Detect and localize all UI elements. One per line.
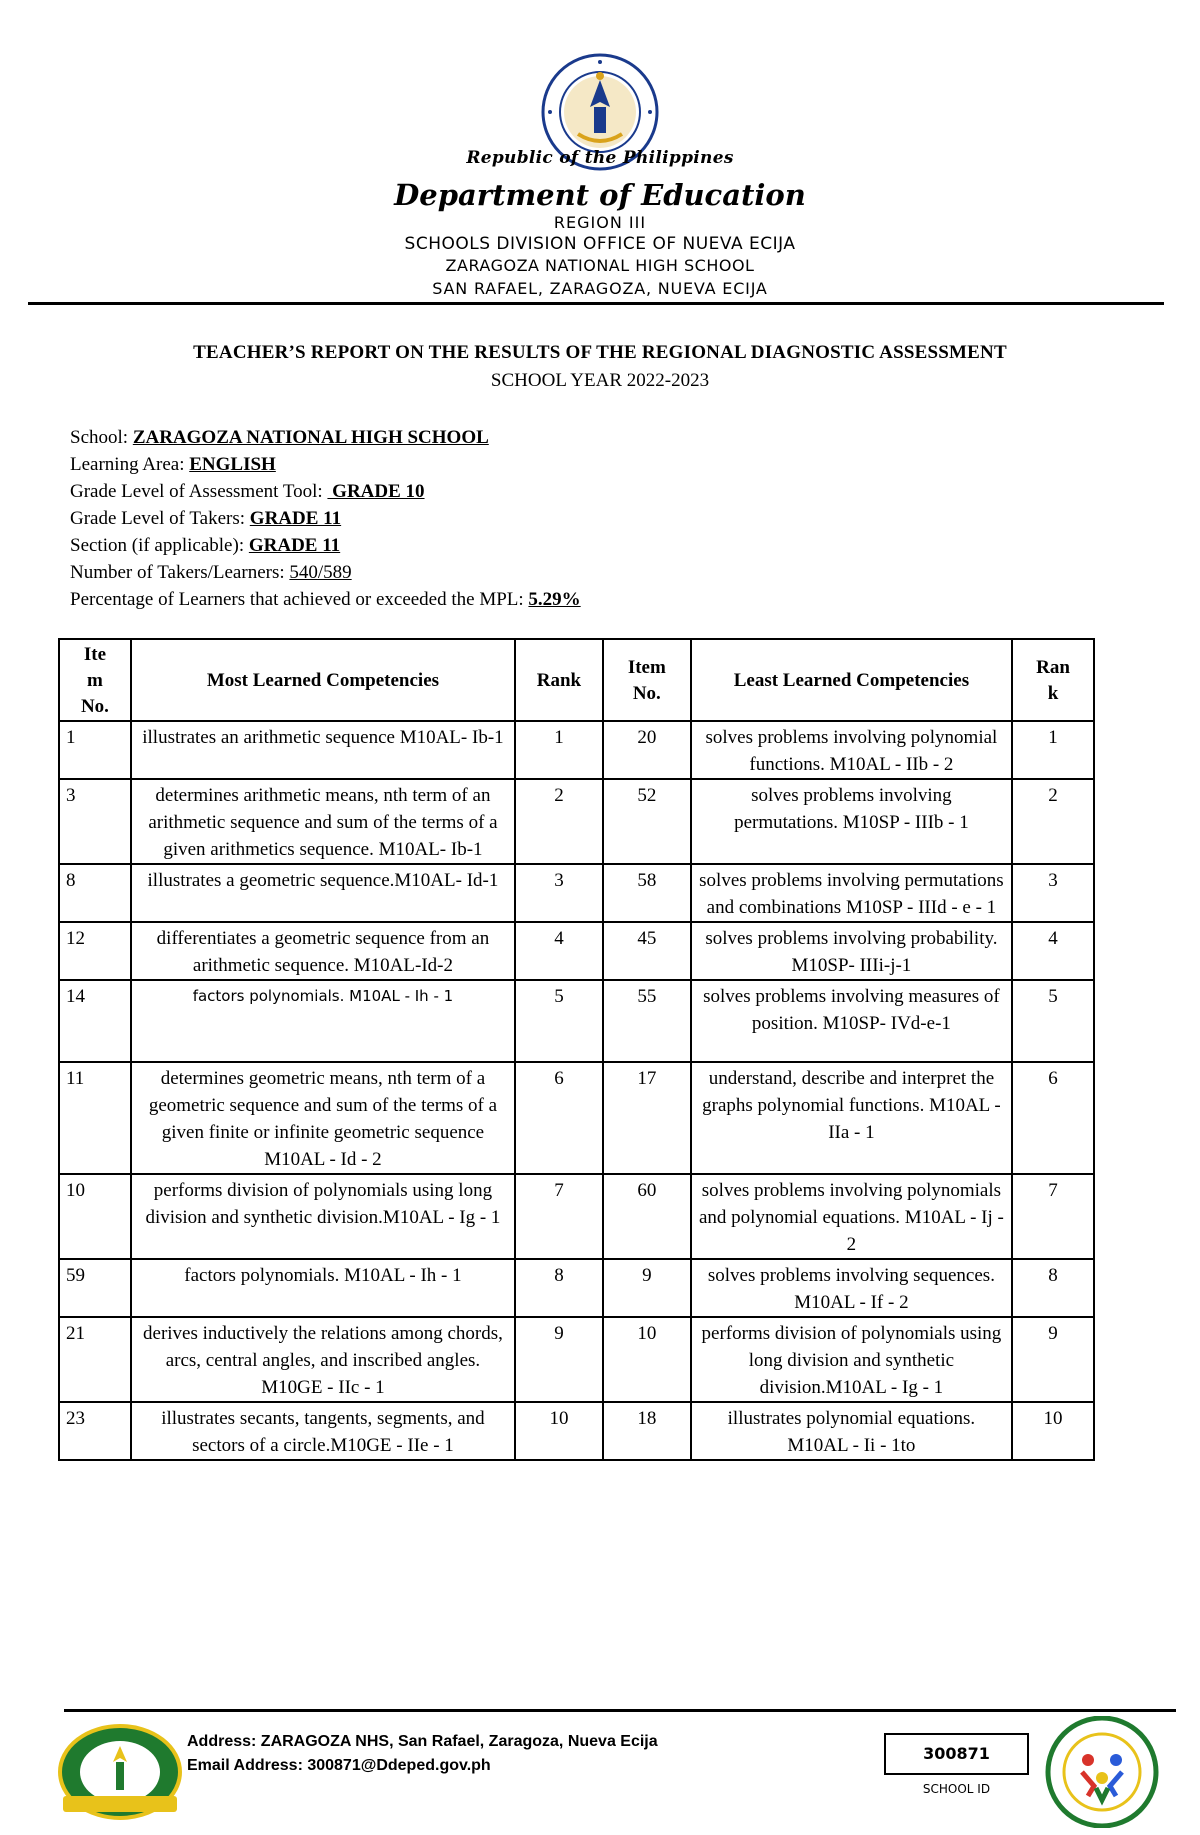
info-label: School: <box>70 427 133 448</box>
info-area <box>70 451 581 478</box>
school-id-box: 300871 <box>884 1733 1029 1775</box>
cell-most: performs division of polynomials using long division and synthetic division.M10AL - Ig - 1 <box>131 1174 515 1259</box>
cell-most: determines arithmetic means, nth term of an arithmetic sequence and sum of the terms of a given arithmetics sequence. M10AL- Ib-1 <box>131 779 515 864</box>
info-takers-grade <box>70 505 581 532</box>
table-row <box>59 1174 1094 1259</box>
table-row <box>59 864 1094 922</box>
cell-item-2: 60 <box>603 1174 691 1259</box>
footer-contact <box>187 1730 658 1778</box>
cell-item: 14 <box>59 980 131 1062</box>
table-row <box>59 1259 1094 1317</box>
cell-item: 12 <box>59 922 131 980</box>
cell-rank: 7 <box>515 1174 603 1259</box>
cell-rank: 4 <box>515 922 603 980</box>
cell-item: 10 <box>59 1174 131 1259</box>
cell-least: understand, describe and interpret the graphs polynomial functions. M10AL - IIa - 1 <box>691 1062 1012 1174</box>
table-row <box>59 779 1094 864</box>
header-item-no <box>59 639 131 721</box>
school-logo-graphic <box>55 1722 185 1822</box>
cell-least: solves problems involving probability. M10SP- IIIi-j-1 <box>691 922 1012 980</box>
competencies-table <box>58 638 1095 1461</box>
school-address: SAN RAFAEL, ZARAGOZA, NUEVA ECIJA <box>432 279 768 298</box>
child-friendly-schools-logo <box>1042 1716 1162 1828</box>
cell-most: differentiates a geometric sequence from an arithmetic sequence. M10AL-Id-2 <box>131 922 515 980</box>
cell-rank-2: 6 <box>1012 1062 1094 1174</box>
cell-most: factors polynomials. M10AL - Ih - 1 <box>131 1259 515 1317</box>
report-title: TEACHER’S REPORT ON THE RESULTS OF THE REGIONAL DIAGNOSTIC ASSESSMENT <box>193 342 1007 363</box>
cell-item-2: 9 <box>603 1259 691 1317</box>
cell-item-2: 52 <box>603 779 691 864</box>
info-label: Grade Level of Takers: <box>70 508 250 529</box>
header-divider <box>28 302 1164 305</box>
info-value: GRADE 11 <box>248 535 341 556</box>
info-section <box>70 532 581 559</box>
cell-rank: 1 <box>515 721 603 779</box>
school-heading: ZARAGOZA NATIONAL HIGH SCHOOL <box>445 256 755 275</box>
cell-item: 59 <box>59 1259 131 1317</box>
cell-most: illustrates secants, tangents, segments, and sectors of a circle.M10GE - IIe - 1 <box>131 1402 515 1460</box>
school-logo <box>55 1722 185 1822</box>
cell-most: illustrates a geometric sequence.M10AL- Id-1 <box>131 864 515 922</box>
table-row <box>59 1317 1094 1402</box>
table-row <box>59 980 1094 1062</box>
table-row <box>59 1402 1094 1460</box>
cell-rank: 6 <box>515 1062 603 1174</box>
info-label: Section (if applicable): <box>70 535 249 556</box>
cell-rank: 10 <box>515 1402 603 1460</box>
cell-item: 21 <box>59 1317 131 1402</box>
header-text: Item <box>627 657 666 678</box>
report-info <box>70 424 581 613</box>
footer-address: Address: ZARAGOZA NHS, San Rafael, Zaragoza, Nueva Ecija <box>187 1733 658 1750</box>
cell-item-2: 55 <box>603 980 691 1062</box>
cell-rank-2: 7 <box>1012 1174 1094 1259</box>
info-school <box>70 424 581 451</box>
cell-item: 23 <box>59 1402 131 1460</box>
department-heading: Department of Education <box>394 178 806 212</box>
cell-most: determines geometric means, nth term of a geometric sequence and sum of the terms of a given finite or infinite geometric sequence M10AL - Id - 2 <box>131 1062 515 1174</box>
info-label: Number of Takers/Learners: <box>70 562 290 583</box>
division-heading: SCHOOLS DIVISION OFFICE OF NUEVA ECIJA <box>404 234 796 254</box>
header-text: Ran <box>1036 657 1070 678</box>
cell-least: solves problems involving polynomial functions. M10AL - IIb - 2 <box>691 721 1012 779</box>
info-value: 5.29% <box>528 589 581 610</box>
cell-item-2: 45 <box>603 922 691 980</box>
cell-rank-2: 9 <box>1012 1317 1094 1402</box>
cell-most: illustrates an arithmetic sequence M10AL- Ib-1 <box>131 721 515 779</box>
cell-rank-2: 10 <box>1012 1402 1094 1460</box>
child-friendly-logo-graphic <box>1042 1716 1162 1828</box>
header-rank-2 <box>1012 639 1094 721</box>
cell-rank: 5 <box>515 980 603 1062</box>
footer-email: Email Address: 300871@Ddeped.gov.ph <box>187 1757 491 1774</box>
cell-item: 11 <box>59 1062 131 1174</box>
cell-item: 1 <box>59 721 131 779</box>
cell-rank-2: 3 <box>1012 864 1094 922</box>
school-year: SCHOOL YEAR 2022-2023 <box>490 370 710 391</box>
header-least-learned: Least Learned Competencies <box>691 639 1012 721</box>
cell-item-2: 10 <box>603 1317 691 1402</box>
cell-item-2: 58 <box>603 864 691 922</box>
info-value: 540/589 <box>289 562 352 583</box>
header-most-learned: Most Learned Competencies <box>131 639 515 721</box>
cell-least: performs division of polynomials using long division and synthetic division.M10AL - Ig - 1 <box>691 1317 1012 1402</box>
info-value: GRADE 11 <box>249 508 342 529</box>
cell-item: 3 <box>59 779 131 864</box>
cell-rank: 2 <box>515 779 603 864</box>
cell-least: solves problems involving polynomials and polynomial equations. M10AL - Ij - 2 <box>691 1174 1012 1259</box>
info-label: Learning Area: <box>70 454 190 475</box>
cell-most: derives inductively the relations among chords, arcs, central angles, and inscribed angles. M10GE - IIc - 1 <box>131 1317 515 1402</box>
cell-item-2: 20 <box>603 721 691 779</box>
school-id-label: SCHOOL ID <box>922 1782 991 1796</box>
header-item-no-2 <box>603 639 691 721</box>
header-text: m <box>87 670 103 691</box>
cell-item: 8 <box>59 864 131 922</box>
info-label: Grade Level of Assessment Tool: <box>70 481 328 502</box>
cell-rank-2: 5 <box>1012 980 1094 1062</box>
info-value: ENGLISH <box>189 454 276 475</box>
info-value: GRADE 10 <box>327 481 425 502</box>
cell-least: solves problems involving sequences. M10AL - If - 2 <box>691 1259 1012 1317</box>
footer-divider <box>64 1709 1176 1712</box>
header-text: No. <box>632 683 661 704</box>
cell-most: factors polynomials. M10AL - Ih - 1 <box>131 980 515 1062</box>
info-label: Percentage of Learners that achieved or exceeded the MPL: <box>70 589 529 610</box>
cell-item-2: 18 <box>603 1402 691 1460</box>
info-value: ZARAGOZA NATIONAL HIGH SCHOOL <box>132 427 489 448</box>
info-tool <box>70 478 581 505</box>
table-header-row <box>59 639 1094 721</box>
table-row <box>59 1062 1094 1174</box>
cell-rank-2: 2 <box>1012 779 1094 864</box>
cell-rank: 8 <box>515 1259 603 1317</box>
table-row <box>59 922 1094 980</box>
cell-rank-2: 4 <box>1012 922 1094 980</box>
region-heading: REGION III <box>553 213 647 232</box>
header-rank: Rank <box>515 639 603 721</box>
cell-item-2: 17 <box>603 1062 691 1174</box>
cell-least: illustrates polynomial equations. M10AL - Ii - 1to <box>691 1402 1012 1460</box>
table-row <box>59 721 1094 779</box>
header-text: Ite <box>83 644 107 665</box>
cell-rank: 9 <box>515 1317 603 1402</box>
cell-least: solves problems involving permutations. M10SP - IIIb - 1 <box>691 779 1012 864</box>
cell-rank-2: 1 <box>1012 721 1094 779</box>
cell-least: solves problems involving measures of position. M10SP- IVd-e-1 <box>691 980 1012 1062</box>
info-mpl <box>70 586 581 613</box>
header-text: k <box>1047 683 1059 704</box>
header-text: No. <box>80 696 109 717</box>
cell-rank-2: 8 <box>1012 1259 1094 1317</box>
info-takers <box>70 559 581 586</box>
cell-least: solves problems involving permutations and combinations M10SP - IIId - e - 1 <box>691 864 1012 922</box>
cell-rank: 3 <box>515 864 603 922</box>
republic-heading: Republic of the Philippines <box>466 148 734 168</box>
